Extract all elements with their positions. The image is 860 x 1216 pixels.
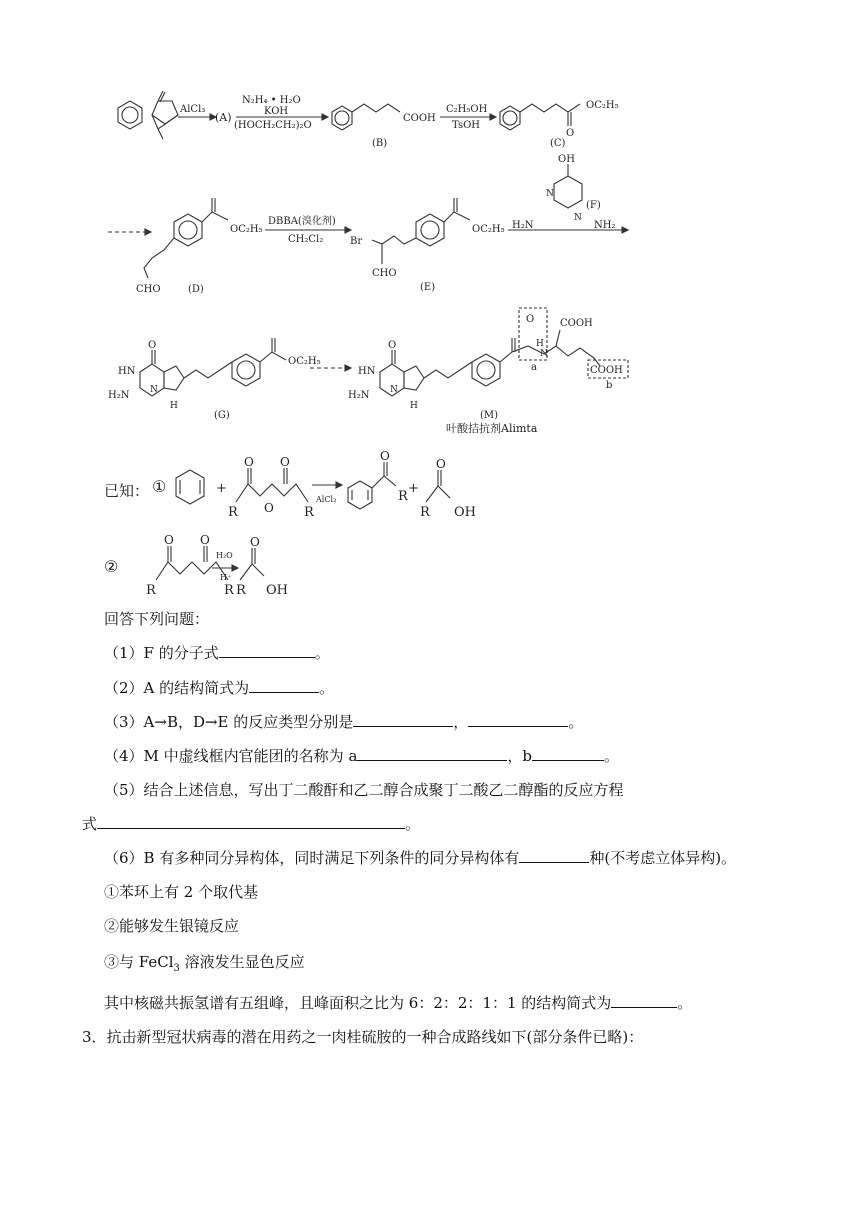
G-hn: HN	[118, 366, 136, 377]
M-caption: 叶酸拮抗剂Alimta	[446, 422, 538, 435]
condition-2: ②能够发生银镜反应	[104, 917, 240, 935]
question-1	[104, 642, 330, 663]
F-n-right: N	[574, 213, 582, 223]
known-R6: R	[224, 583, 234, 598]
q2-answer-blank[interactable]	[249, 678, 319, 693]
E-cho: CHO	[372, 268, 397, 279]
q3-answer-blank-1[interactable]	[353, 712, 453, 727]
synthesis-scheme	[0, 0, 860, 440]
question-4	[104, 745, 619, 766]
known-O2: O	[264, 501, 274, 515]
F-h2n: H₂N	[512, 220, 534, 231]
cond3-post: 溶液发生显色反应	[179, 953, 305, 971]
reagent-ethanol: C₂H₅OH	[446, 104, 488, 115]
known-O7: O	[200, 533, 210, 547]
reagent-alcl3: AlCl₃	[180, 104, 206, 115]
question-5-line2	[82, 813, 420, 834]
condition-1: ①苯环上有 2 个取代基	[104, 883, 259, 901]
condition-3	[104, 951, 305, 974]
box-b-label: b	[606, 380, 613, 391]
G-h2n: H₂N	[108, 390, 130, 401]
F-n-left: N	[546, 189, 554, 199]
M-amide-o: O	[526, 314, 535, 325]
known-hplus: H⁺	[220, 573, 232, 582]
E-ester: OC₂H₅	[472, 224, 505, 235]
q4-text: （4）M 中虚线框内官能团的名称为 a	[104, 747, 358, 765]
reagent-n2h4: N₂H₄ • H₂O	[242, 95, 301, 106]
label-G: (G)	[214, 410, 230, 421]
q4-sep: ，b	[507, 747, 532, 765]
reagent-dbba: DBBA(溴化剂)	[268, 216, 336, 227]
known-O5: O	[436, 457, 446, 471]
q5-end: 。	[405, 815, 421, 833]
M-nh-h: H	[410, 401, 418, 411]
q4-answer-blank-a[interactable]	[357, 746, 507, 761]
F-nh2: NH₂	[594, 220, 616, 231]
known-O1: O	[244, 455, 254, 469]
q4-answer-blank-b[interactable]	[532, 746, 604, 761]
known-h2o: H₂O	[216, 551, 233, 560]
q3-answer-blank-2[interactable]	[468, 712, 568, 727]
q1-text: （1）F 的分子式	[104, 644, 219, 662]
reagent-ch2cl2: CH₂Cl₂	[288, 234, 324, 245]
label-M: (M)	[480, 410, 499, 421]
label-E: (E)	[420, 282, 436, 293]
q2-end: 。	[319, 679, 335, 697]
D-ester: OC₂H₅	[230, 224, 263, 235]
nmr-end: 。	[677, 994, 693, 1012]
label-C: (C)	[550, 138, 566, 149]
label-D: (D)	[188, 284, 204, 295]
reagent-tsoh: TsOH	[452, 120, 480, 131]
q5-answer-blank[interactable]	[97, 814, 405, 829]
q6-text: （6）B 有多种同分异构体，同时满足下列条件的同分异构体有	[104, 849, 520, 867]
next-question-3: 3．抗击新型冠状病毒的潜在用药之一肉桂硫胺的一种合成路线如下(部分条件已略)：	[82, 1028, 644, 1046]
q5-text: 式	[82, 815, 98, 833]
known-O8: O	[250, 535, 260, 549]
M-h2n: H₂N	[348, 390, 370, 401]
question-3	[104, 711, 583, 732]
F-label: (F)	[586, 200, 601, 211]
known-R1: R	[228, 505, 238, 520]
M-amide-n: N	[540, 349, 548, 359]
G-nh-h: H	[170, 401, 178, 411]
label-B: (B)	[372, 138, 388, 149]
known-num1: ①	[152, 477, 167, 496]
cond3-sub: 3	[173, 963, 180, 974]
M-hn: HN	[358, 366, 376, 377]
q1-end: 。	[314, 644, 330, 662]
C-carbonyl-o: O	[566, 128, 575, 139]
q2-text: （2）A 的结构简式为	[104, 679, 250, 697]
cond3-pre: ③与 FeCl	[104, 953, 174, 971]
known-O4: O	[380, 449, 390, 463]
M-n: N	[390, 385, 398, 395]
q3-text: （3）A→B，D→E 的反应类型分别是	[104, 713, 354, 731]
q4-end: 。	[604, 747, 620, 765]
benzene-ring	[118, 101, 142, 129]
known-O6: O	[164, 533, 174, 547]
M-cooh-bottom: COOH	[590, 365, 623, 376]
question-6	[104, 847, 736, 868]
known-R2: R	[304, 505, 314, 520]
C-ester: OC₂H₅	[586, 100, 619, 111]
M-amide-h: H	[536, 339, 544, 349]
questions-intro: 回答下列问题：	[104, 610, 210, 628]
G-n: N	[150, 385, 158, 395]
F-oh: OH	[558, 154, 575, 165]
label-A: (A)	[215, 111, 232, 124]
known-prefix: 已知：	[104, 482, 150, 500]
known-R5: R	[146, 583, 156, 598]
known-R7: R	[236, 583, 246, 598]
known-alcl3: AlCl₃	[316, 495, 337, 504]
nmr-question	[104, 992, 692, 1013]
q6-end: 种(不考虑立体异构)。	[589, 849, 737, 867]
known-R4: R	[420, 505, 430, 520]
known-OH2: OH	[266, 583, 288, 598]
known-O3: O	[280, 455, 290, 469]
D-cho: CHO	[136, 284, 161, 295]
reagent-glycol: (HOCH₂CH₂)₂O	[234, 120, 312, 131]
M-o: O	[388, 340, 397, 351]
reagent-koh: KOH	[264, 106, 289, 117]
q3-sep: ，	[453, 713, 469, 731]
known-plus1: +	[216, 481, 227, 496]
M-cooh-top: COOH	[560, 318, 593, 329]
known-OH1: OH	[454, 505, 476, 520]
known-R3: R	[398, 489, 408, 504]
G-o: O	[148, 340, 157, 351]
question-5-line1: （5）结合上述信息，写出丁二酸酐和乙二醇合成聚丁二酸乙二醇酯的反应方程	[104, 781, 624, 799]
question-2	[104, 677, 334, 698]
G-ester: OC₂H₅	[288, 356, 321, 367]
box-a-label: a	[531, 362, 537, 373]
nmr-answer-blank[interactable]	[611, 993, 677, 1008]
anhydride-ring	[152, 91, 178, 139]
B-cooh: COOH	[403, 113, 436, 124]
known-plus2: +	[408, 481, 419, 496]
E-br: Br	[350, 236, 363, 247]
q3-end: 。	[568, 713, 584, 731]
known-num2: ②	[104, 557, 119, 576]
q1-answer-blank[interactable]	[219, 643, 315, 658]
nmr-text: 其中核磁共振氢谱有五组峰，且峰面积之比为 6：2：2：1：1 的结构简式为	[104, 994, 612, 1012]
q6-answer-blank[interactable]	[519, 848, 589, 863]
